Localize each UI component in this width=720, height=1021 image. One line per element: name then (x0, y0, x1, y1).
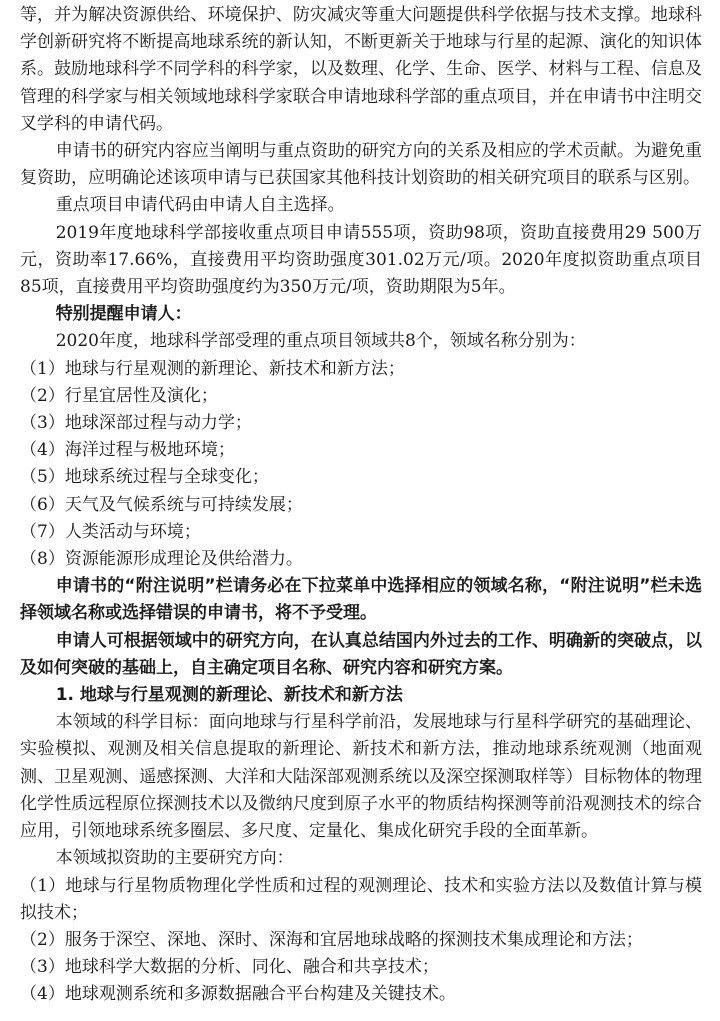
field-item-1: （1）地球与行星观测的新理论、新技术和新方法； (20, 358, 405, 379)
direction-item-2: （2）服务于深空、深地、深时、深海和宜居地球战略的探测技术集成理论和方法； (20, 929, 643, 950)
field-item-8: （8）资源能源形成理论及供给潜力。 (20, 549, 303, 570)
paragraph-content-requirement: 申请书的研究内容应当阐明与重点资助的研究方向的关系及相应的学术贡献。为避免重复资助，应明确论述该项申请与已获国家其他科技计划资助的相关研究项目的联系与区别。 (20, 141, 702, 189)
field-item-5: （5）地球系统过程与全球变化； (20, 467, 269, 488)
paragraph-self-determined-project: 申请人可根据领域中的研究方向，在认真总结国内外过去的工作、明确新的突破点，以及如何突破的基础上，自主确定项目名称、研究内容和研究方案。 (20, 630, 702, 678)
paragraph-intro-continued: 等，并为解决资源供给、环境保护、防灾减灾等重大问题提供科学依据与技术支撑。地球科学创新研究将不断提高地球系统的新认知，不断更新关于地球与行星的起源、演化的知识体系。鼓励地球科学不同学科的科学家，以及数理、化学、生命、医学、材料与工程、信息及管理的科学家与相关领域地球科学家联合申请地球科学部的重点项目，并在申请书中注明交叉学科的申请代码。 (20, 5, 702, 134)
paragraph-research-directions-intro: 本领域拟资助的主要研究方向： (55, 848, 294, 869)
section-heading-1: 1. 地球与行星观测的新理论、新技术和新方法 (55, 685, 403, 706)
paragraph-note-field-warning: 申请书的“附注说明”栏请务必在下拉菜单中选择相应的领域名称，“附注说明”栏未选择领域名称或选择错误的申请书，将不予受理。 (20, 576, 702, 624)
direction-item-1: （1）地球与行星物质物理化学性质和过程的观测理论、技术和实验方法以及数值计算与模拟技术； (20, 875, 702, 923)
field-item-2: （2）行星宜居性及演化； (20, 385, 218, 406)
field-item-3: （3）地球深部过程与动力学； (20, 413, 252, 434)
paragraph-scientific-goal: 本领域的科学目标：面向地球与行星科学前沿，发展地球与行星科学研究的基础理论、实验模拟、观测及相关信息提取的新理论、新技术和新方法，推动地球系统观测（地面观测、卫星观测、遥感探测、大洋和大陆深部观测系统以及深空探测取样等）目标物体的物理化学性质远程原位探测技术以及微纳尺度到原子水平的物质结构探测等前沿观测技术的综合应用，引领地球系统多圈层、多尺度、定量化、集成化研究手段的全面革新。 (20, 712, 702, 842)
field-item-6: （6）天气及气候系统与可持续发展； (20, 494, 303, 515)
paragraph-application-code: 重点项目申请代码由申请人自主选择。 (55, 195, 345, 216)
direction-item-4: （4）地球观测系统和多源数据融合平台构建及关键技术。 (20, 984, 456, 1005)
special-reminder-heading: 特别提醒申请人： (55, 304, 192, 325)
paragraph-field-count: 2020年度，地球科学部受理的重点项目领域共8个，领域名称分别为： (55, 331, 586, 352)
field-item-7: （7）人类活动与环境； (20, 521, 201, 542)
paragraph-funding-statistics: 2019年度地球科学部接收重点项目申请555项，资助98项，资助直接费用29 500万元，资助率17.66%，直接费用平均资助强度301.02万元/项。2020年度拟资助重点项目85项，直接费用平均资助强度约为350万元/项，资助期限为5年。 (20, 222, 702, 298)
direction-item-3: （3）地球科学大数据的分析、同化、融合和共享技术； (20, 957, 439, 978)
field-item-4: （4）海洋过程与极地环境； (20, 440, 235, 461)
